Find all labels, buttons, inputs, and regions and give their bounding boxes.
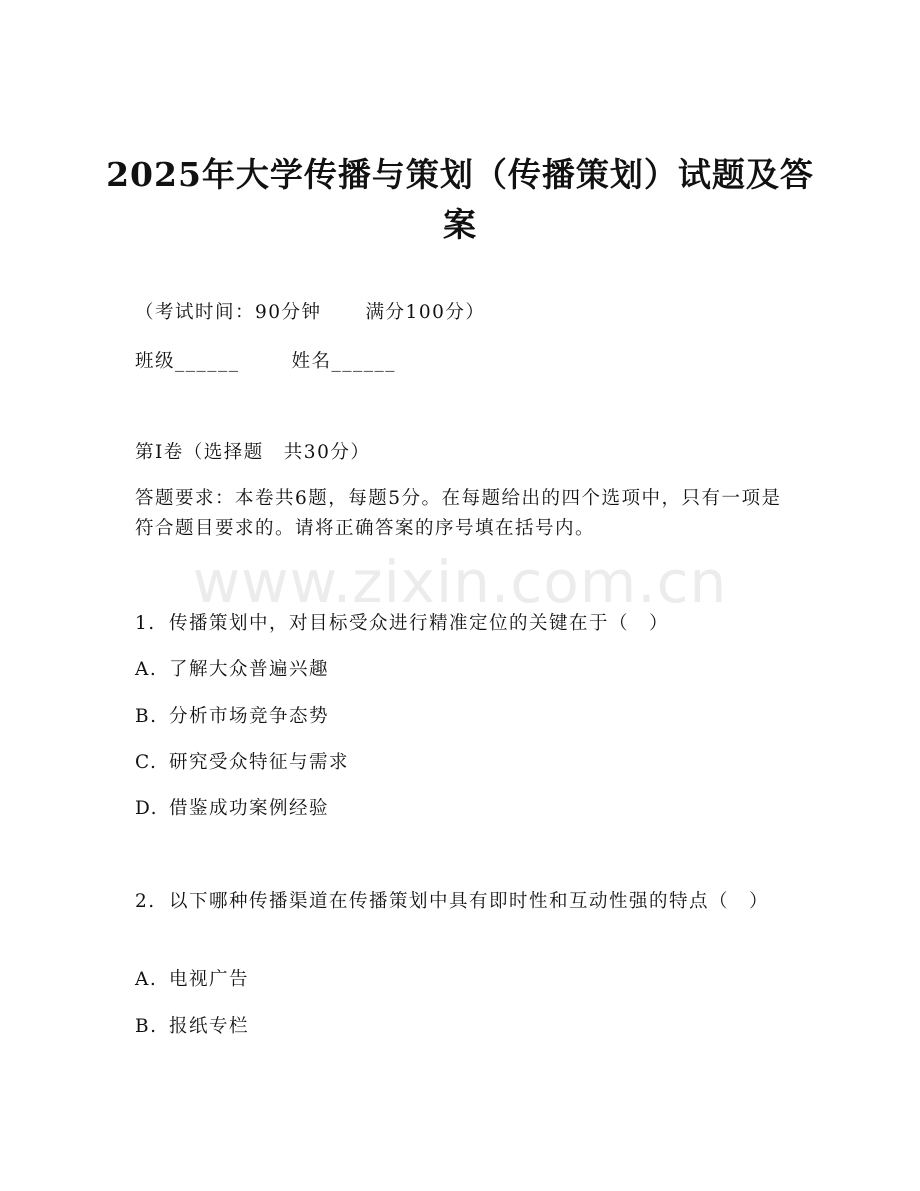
exam-full-score: 满分100分） [365, 302, 486, 323]
question-1 [135, 611, 669, 637]
option-text: 借鉴成功案例经验 [169, 798, 330, 819]
watermark: www.zixin.com.cn [192, 548, 728, 616]
option-text: 了解大众普遍兴趣 [169, 659, 330, 680]
name-field: 姓名______ [291, 351, 397, 372]
option-letter: A. [135, 659, 158, 680]
section-instructions: 答题要求：本卷共6题，每题5分。在每题给出的四个选项中，只有一项是符合题目要求的。请将正确答案的序号填在括号内。 [135, 488, 782, 539]
question-1-option-c [135, 750, 349, 776]
option-text: 分析市场竞争态势 [169, 706, 330, 727]
option-letter: C. [135, 752, 158, 773]
student-fields [135, 349, 396, 375]
question-2 [135, 887, 775, 917]
question-1-option-d [135, 796, 329, 822]
option-letter: B. [135, 706, 158, 727]
document-title: 2025年大学传播与策划（传播策划）试题及答案 [106, 155, 814, 244]
option-letter: D. [135, 798, 159, 819]
exam-time: （考试时间：90分钟 [135, 302, 322, 323]
option-text: 报纸专栏 [169, 1016, 250, 1037]
question-text: 传播策划中，对目标受众进行精准定位的关键在于（ ） [169, 613, 670, 634]
question-number: 1. [135, 613, 156, 634]
option-text: 电视广告 [169, 969, 250, 990]
question-text: 以下哪种传播渠道在传播策划中具有即时性和互动性强的特点（ ） [169, 891, 770, 912]
question-1-option-b [135, 704, 329, 730]
section-heading: 第I卷（选择题 共30分） [135, 442, 371, 463]
option-letter: A. [135, 969, 158, 990]
question-number: 2. [135, 891, 156, 912]
option-letter: B. [135, 1016, 158, 1037]
class-field: 班级______ [135, 351, 240, 372]
exam-info [135, 300, 485, 326]
question-1-option-a [135, 657, 329, 683]
question-2-option-a [135, 967, 249, 993]
question-2-option-b [135, 1014, 249, 1040]
option-text: 研究受众特征与需求 [169, 752, 350, 773]
